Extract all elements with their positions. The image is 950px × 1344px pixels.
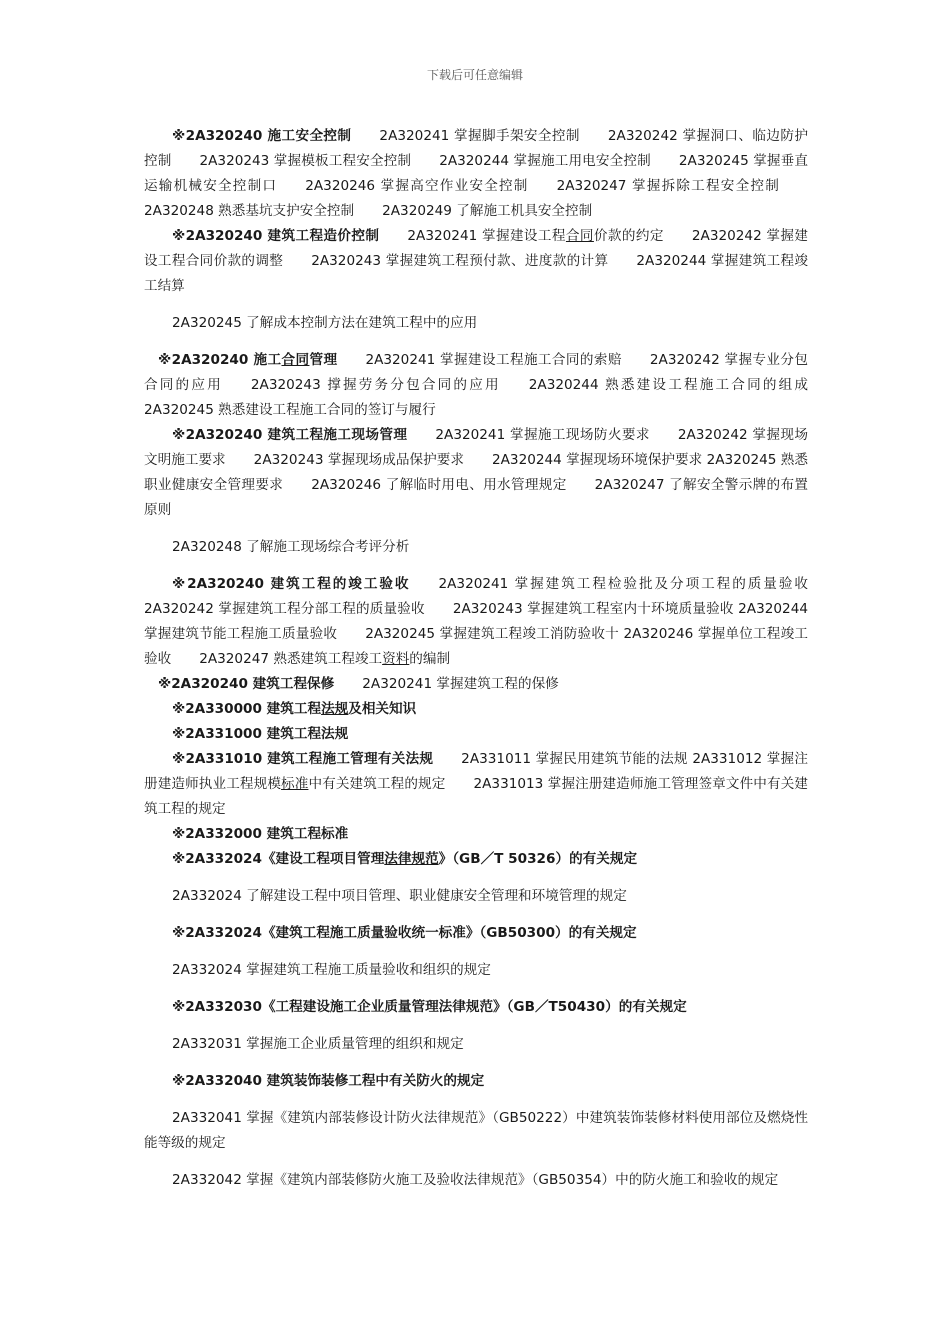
body-text: 2A331013 掌握注册建造师施工管理签章文件中有关建筑工程的规定 — [144, 776, 808, 817]
body-text: 2A320241 掌握建设工程 — [407, 228, 566, 244]
heading-text: ※2A320240 施工安全控制 — [172, 128, 352, 144]
body-text: 2A331011 掌握民用建筑节能的法规 2A331012 掌握注册建造师执业工程规模 — [144, 751, 808, 792]
body-text: 2A332031 掌握施工企业质量管理的组织和规定 — [172, 1036, 464, 1052]
body-text: 2A320249 了解施工机具安全控制 — [382, 203, 593, 219]
body-text: 2A320242 掌握洞口、临边防护控制 — [144, 128, 808, 169]
paragraph-p10 — [144, 722, 808, 747]
paragraph-p9 — [144, 697, 808, 722]
heading-text: 法规 — [321, 701, 349, 717]
heading-text: 合同 — [281, 352, 310, 368]
paragraph-p12 — [144, 822, 808, 847]
paragraph-p13 — [144, 847, 808, 872]
body-text: 2A320241 掌握建筑工程检验批及分项工程的质量验收 2A320242 掌握建筑工程分部工程的质量验收 — [144, 576, 808, 617]
body-text: 2A320248 了解施工现场综合考评分析 — [172, 539, 410, 555]
paragraph-p19 — [144, 1069, 808, 1094]
heading-text: ※2A332000 建筑工程标准 — [172, 826, 349, 842]
body-text: 2A320243 掌握现场成品保护要求 — [253, 452, 464, 468]
body-text: 2A332024 了解建设工程中项目管理、职业健康安全管理和环境管理的规定 — [172, 888, 627, 904]
body-text: 2A320242 掌握建设工程合同价款的调整 — [144, 228, 809, 269]
heading-text: 》（GB／T 50326）的有关规定 — [438, 851, 638, 867]
paragraph-p2 — [144, 224, 808, 299]
body-text: 2A320244 熟悉建设工程施工合同的组成 2A320245 熟悉建设工程施工合同的签订与履行 — [144, 377, 808, 418]
heading-text: ※2A320240 建筑工程施工现场管理 — [172, 427, 408, 443]
body-text: 2A320242 掌握现场文明施工要求 — [144, 427, 808, 468]
heading-text: 管理 — [309, 352, 338, 368]
body-text: 2A320243 掌握建筑工程预付款、进度款的计算 — [311, 253, 609, 269]
body-text: 合同 — [565, 228, 594, 244]
body-text: 2A332041 掌握《建筑内部装修设计防火法律规范》（GB50222）中建筑装饰装修材料使用部位及燃烧性能等级的规定 — [144, 1110, 808, 1151]
body-text: 2A320247 掌握拆除工程安全控制 — [556, 178, 780, 194]
paragraph-p17 — [144, 995, 808, 1020]
heading-text: ※2A320240 建筑工程的竣工验收 — [172, 576, 411, 592]
heading-text: ※2A332030《工程建设施工企业质量管理法律规范》（GB／T50430）的有关规定 — [172, 999, 687, 1015]
heading-text: ※2A320240 施工 — [158, 352, 282, 368]
body-text: 2A320244 掌握施工用电安全控制 — [439, 153, 651, 169]
body-text: 2A320242 掌握专业分包合同的应用 — [144, 352, 808, 393]
paragraph-p4 — [144, 348, 808, 423]
paragraph-p21 — [144, 1168, 808, 1193]
paragraph-p5 — [144, 423, 808, 523]
body-text: 2A320241 掌握脚手架安全控制 — [379, 128, 580, 144]
body-text: 2A320246 了解临时用电、用水管理规定 — [311, 477, 567, 493]
heading-text: ※2A320240 建筑工程保修 — [158, 676, 335, 692]
paragraph-p18 — [144, 1032, 808, 1057]
body-text: 2A320245 掌握建筑工程竣工消防验收十 2A320246 掌握单位工程竣工验收 — [144, 626, 808, 667]
body-text: 2A320248 熟悉基坑支护安全控制 — [144, 203, 355, 219]
body-text: 2A320247 熟悉建筑工程竣工 — [199, 651, 383, 667]
paragraph-p15 — [144, 921, 808, 946]
heading-text: ※2A332024《建筑工程施工质量验收统一标准》（GB50300）的有关规定 — [172, 925, 637, 941]
body-text: 资料 — [382, 651, 410, 667]
page-header: 下载后可任意编辑 — [426, 68, 523, 82]
body-text: 2A320244 掌握现场环境保护要求 2A320245 熟悉职业健康安全管理要求 — [144, 452, 808, 493]
document-body — [144, 124, 808, 1205]
body-text: 2A320241 掌握施工现场防火要求 — [435, 427, 650, 443]
body-text: 2A320245 了解成本控制方法在建筑工程中的应用 — [172, 315, 478, 331]
body-text: 2A320241 掌握建设工程施工合同的索赔 — [365, 352, 622, 368]
heading-text: ※2A331000 建筑工程法规 — [172, 726, 349, 742]
paragraph-p6 — [144, 535, 808, 560]
body-text: 价款的约定 — [593, 228, 664, 244]
body-text: 2A332024 掌握建筑工程施工质量验收和组织的规定 — [172, 962, 491, 978]
heading-text: ※2A320240 建筑工程造价控制 — [172, 228, 380, 244]
body-text: 2A320243 撑握劳务分包合同的应用 — [250, 377, 501, 393]
body-text: 2A320244 掌握建筑工程竣工结算 — [144, 253, 809, 294]
paragraph-p14 — [144, 884, 808, 909]
body-text: 2A320245 掌握垂直运输机械安全控制口 — [144, 153, 809, 194]
paragraph-p16 — [144, 958, 808, 983]
body-text: 的编制 — [409, 651, 451, 667]
heading-text: 及相关知识 — [348, 701, 417, 717]
body-text: 2A320243 掌握建筑工程室内十环境质量验收 2A320244 掌握建筑节能工程施工质量验收 — [144, 601, 808, 642]
body-text: 2A320241 掌握建筑工程的保修 — [362, 676, 559, 692]
heading-text: 法律规范 — [384, 851, 439, 867]
heading-text: ※2A331010 建筑工程施工管理有关法规 — [172, 751, 434, 767]
body-text: 2A332042 掌握《建筑内部装修防火施工及验收法律规范》（GB50354）中的防火施工和验收的规定 — [172, 1172, 779, 1188]
paragraph-p3 — [144, 311, 808, 336]
heading-text: ※2A330000 建筑工程 — [172, 701, 322, 717]
paragraph-p1 — [144, 124, 808, 224]
paragraph-p7 — [144, 572, 808, 672]
body-text: 2A320247 了解安全警示牌的布置原则 — [144, 477, 808, 518]
paragraph-p11 — [144, 747, 808, 822]
body-text: 2A320243 掌握模板工程安全控制 — [199, 153, 412, 169]
heading-text: ※2A332040 建筑装饰装修工程中有关防火的规定 — [172, 1073, 485, 1089]
paragraph-p20 — [144, 1106, 808, 1156]
body-text: 2A320246 掌握高空作业安全控制 — [305, 178, 529, 194]
paragraph-p8 — [144, 672, 808, 697]
body-text: 中有关建筑工程的规定 — [308, 776, 446, 792]
body-text: 标准 — [281, 776, 309, 792]
heading-text: ※2A332024《建设工程项目管理 — [172, 851, 385, 867]
